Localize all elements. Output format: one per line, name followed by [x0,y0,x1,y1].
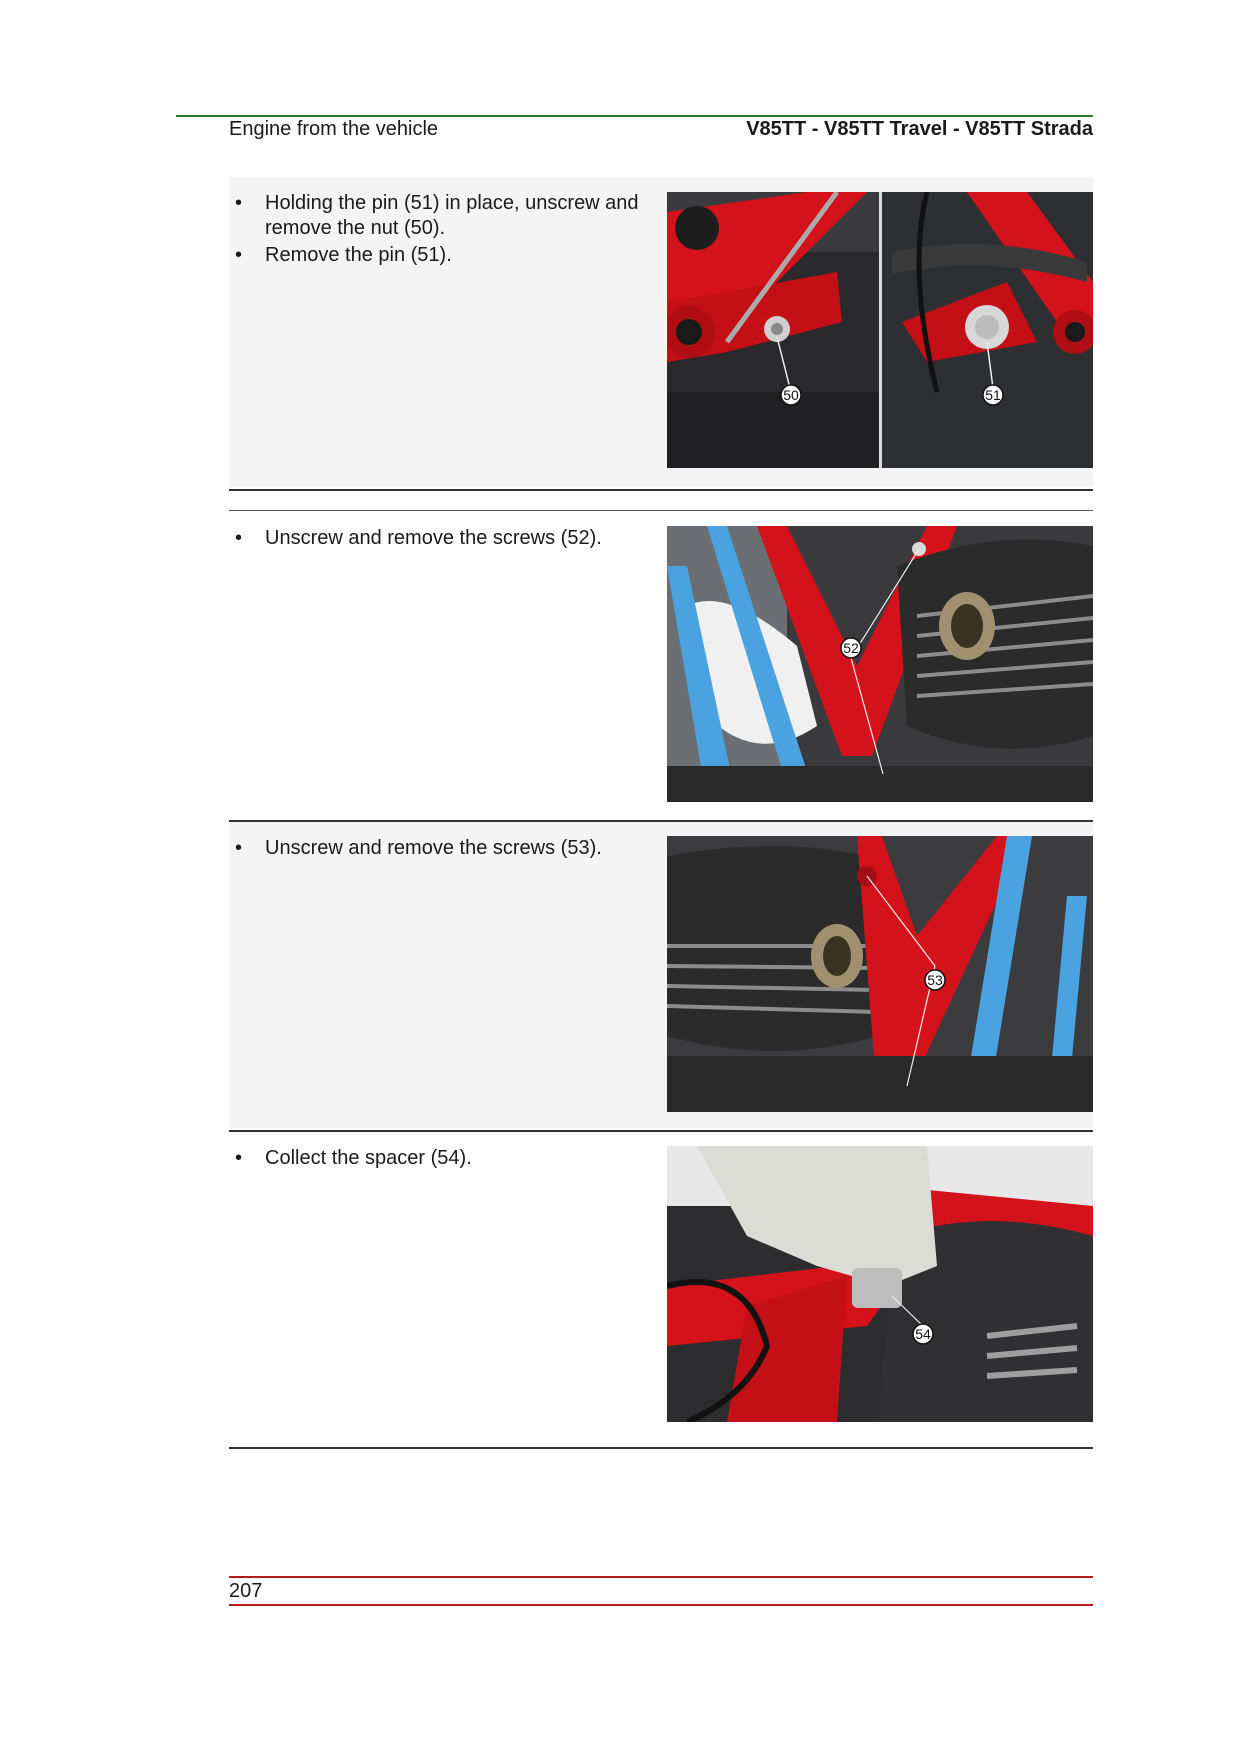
photo-screws-52-drawing [667,526,1093,802]
step-2 [229,512,1093,818]
step-1 [229,177,1093,487]
callout-label: 53 [927,972,943,988]
callout-label: 51 [985,387,1001,403]
step-3 [229,822,1093,1128]
step-divider [229,1447,1093,1449]
model-title: V85TT - V85TT Travel - V85TT Strada [746,118,1093,140]
step-2-instructions [229,526,659,553]
step-divider [229,489,1093,491]
section-title: Engine from the vehicle [229,118,439,140]
photo-pin-and-nut [667,192,1093,468]
photo-spacer-54-drawing [667,1146,1093,1422]
step-4 [229,1132,1093,1438]
callout-label: 52 [843,640,859,656]
photo-screws-53-drawing [667,836,1093,1112]
header-rule [176,115,1093,117]
photo-pin-and-nut-drawing [667,192,1093,468]
callout-label: 54 [915,1326,931,1342]
footer-rule-bottom [229,1604,1093,1606]
instruction-item: • Holding the pin (51) in place, unscrew and remove the nut (50). [229,191,659,241]
step-divider [229,510,1093,511]
photo-screws-52 [667,526,1093,802]
page-number: 207 [229,1580,263,1602]
instruction-item: • Unscrew and remove the screws (52). [229,526,659,551]
step-3-instructions [229,836,659,863]
callout-label: 50 [783,387,799,403]
photo-screws-53 [667,836,1093,1112]
footer-rule-top [229,1576,1093,1578]
instruction-item: • Unscrew and remove the screws (53). [229,836,659,861]
instruction-item: • Remove the pin (51). [229,243,659,268]
step-1-instructions [229,191,659,270]
photo-spacer-54 [667,1146,1093,1422]
instruction-item: • Collect the spacer (54). [229,1146,659,1171]
step-4-instructions [229,1146,659,1173]
